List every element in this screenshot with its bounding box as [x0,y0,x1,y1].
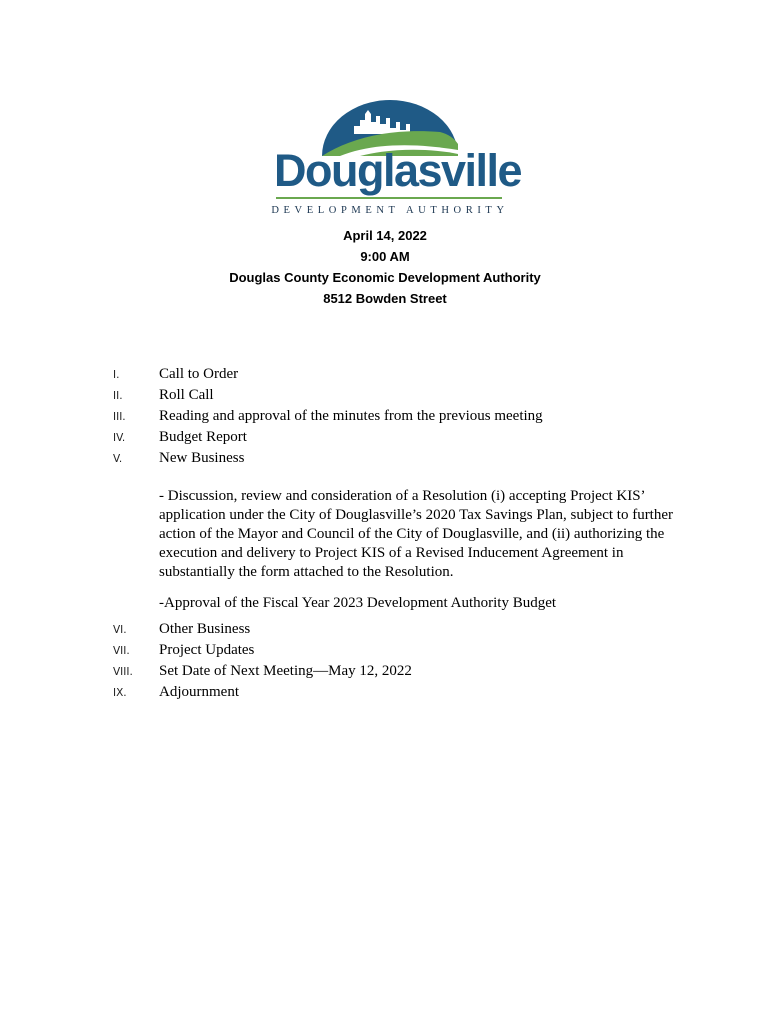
agenda-number: V. [113,453,123,465]
agenda-item: Adjournment [159,684,239,700]
agenda-item: New Business [159,450,245,466]
agenda-item: Project Updates [159,642,255,658]
agenda-item: Reading and approval of the minutes from the previous meeting [159,408,543,424]
agenda-number: IX. [113,687,127,699]
agenda-number: VI. [113,624,127,636]
new-business-budget-approval: -Approval of the Fiscal Year 2023 Development Authority Budget [159,595,557,611]
agenda-item: Budget Report [159,429,247,445]
meeting-time: 9:00 AM [360,249,410,264]
douglasville-logo [270,98,522,222]
agenda-item: Other Business [159,621,251,637]
agenda-item: Call to Order [159,366,239,382]
new-business-discussion: - Discussion, review and consideration of a Resolution (i) accepting Project KIS’ application under the City of Douglasville’s 2020 Tax Savings Plan, subject to further action of the Mayor and Council of the City of Douglasville, and (ii) authorizing the execution and delivery to Project KIS of a Revised Inducement Agreement in substantially the form attached to the Resolution. [159,488,674,580]
agenda-item: Set Date of Next Meeting—May 12, 2022 [159,663,412,679]
meeting-organization: Douglas County Economic Development Authority [229,270,541,285]
logo-divider [276,197,502,199]
agenda-item: Roll Call [159,387,214,403]
logo-wordmark: Douglasville [274,145,522,196]
meeting-header [185,225,585,309]
logo-subtitle: DEVELOPMENT AUTHORITY [271,205,509,216]
agenda-number: IV. [113,432,126,444]
agenda-number: VII. [113,645,130,657]
agenda-number: I. [113,369,120,381]
meeting-date: April 14, 2022 [343,228,427,243]
agenda-number: II. [113,390,123,402]
agenda-number: VIII. [113,666,133,678]
meeting-address: 8512 Bowden Street [323,291,447,306]
agenda-number: III. [113,411,126,423]
